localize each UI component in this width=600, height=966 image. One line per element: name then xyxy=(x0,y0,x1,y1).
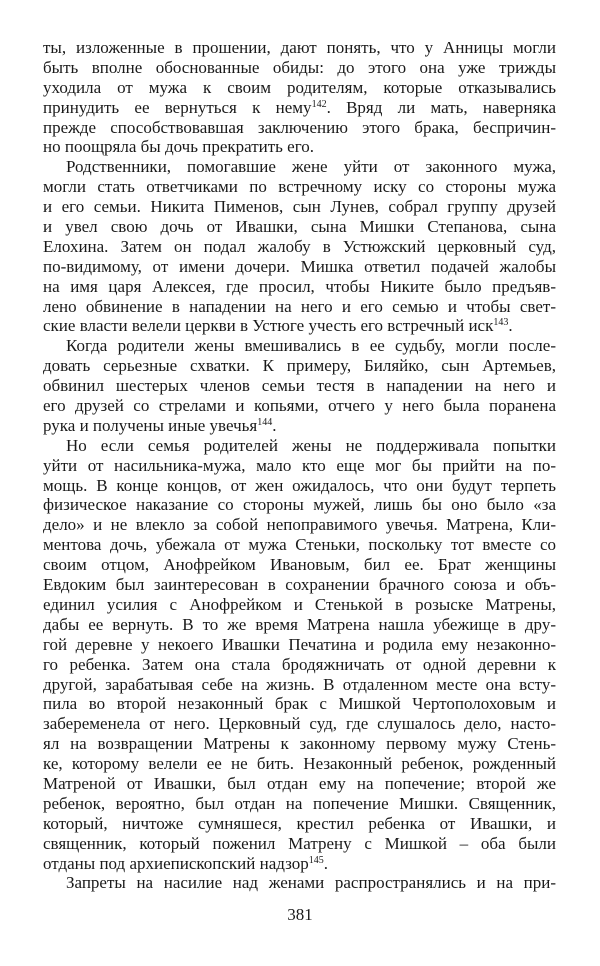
text-line xyxy=(43,635,556,655)
line-text: и его семьи. Никита Пименов, сын Лунев, собрал группу друзей xyxy=(43,197,556,217)
line-text: дело» и не влекло за собой непоправимого увечья. Матрена, Кли- xyxy=(43,515,556,535)
line-text-tail: . Вряд ли мать, наверняка xyxy=(326,97,556,117)
text-line xyxy=(43,575,556,595)
line-text: Но если семья родителей жены не поддерживала попытки xyxy=(66,435,556,455)
text-line xyxy=(43,476,556,496)
line-text: священник, который поженил Матрену с Мишкой – оба были xyxy=(43,833,556,853)
text-line xyxy=(43,834,556,854)
line-text: отданы под архиепископский надзор xyxy=(43,853,309,873)
text-line xyxy=(43,814,556,834)
text-line xyxy=(43,416,556,436)
line-text: мощь. В конце концов, от жен ожидалось, что они будут терпеть xyxy=(43,475,556,495)
line-text: обвинил шестерых членов семьи тестя в нападении на него и xyxy=(43,376,556,396)
line-text: рука и получены иные увечья xyxy=(43,415,258,435)
text-line xyxy=(43,555,556,575)
text-line xyxy=(43,197,556,217)
text-line xyxy=(43,615,556,635)
line-text: Евдоким был заинтересован в сохранении брачного союза и объ- xyxy=(43,575,556,595)
line-text: который, ничтоже сумняшеся, крестил ребенка от Ивашки, и xyxy=(43,813,556,833)
line-text: дабы ее вернуть. В то же время Матрена нашла убежище в дру- xyxy=(43,614,556,634)
line-text: лено обвинение в нападении на него и его семью и чтобы свет- xyxy=(43,296,556,316)
line-text-tail: . xyxy=(508,316,513,336)
text-line xyxy=(43,396,556,416)
line-text: на имя царя Алексея, где просил, чтобы Никите было предъяв- xyxy=(43,276,556,296)
text-line xyxy=(43,754,556,774)
text-line xyxy=(43,456,556,476)
text-line xyxy=(43,774,556,794)
text-line xyxy=(43,535,556,555)
text-line xyxy=(43,655,556,675)
page-number: 381 xyxy=(287,905,313,924)
text-line xyxy=(43,78,556,98)
line-text: уйти от насильника-мужа, мало кто еще мог бы прийти на по- xyxy=(43,455,556,475)
footnote-reference: 144 xyxy=(257,416,273,428)
line-text: быть вполне обоснованные обиды: до этого она уже трижды xyxy=(43,57,556,77)
line-text: ке, которому велели ее не бить. Незаконный ребенок, рожденный xyxy=(43,754,556,774)
line-text: по-видимому, от имени дочери. Мишка ответил подачей жалобы xyxy=(43,256,556,276)
text-line xyxy=(43,515,556,535)
line-text: прежде способствовавшая заключению этого брака, беспричин- xyxy=(43,117,556,137)
text-line xyxy=(43,38,556,58)
line-text: и увел свою дочь от Ивашки, сына Мишки Степанова, сына xyxy=(43,217,556,237)
line-text: уходила от мужа к своим родителям, которые отказывались xyxy=(43,77,556,97)
text-line xyxy=(43,257,556,277)
line-text: ял на возвращении Матрены к законному первому мужу Стень- xyxy=(43,734,556,754)
text-line xyxy=(43,137,556,157)
text-line xyxy=(43,595,556,615)
line-text: но поощряла бы дочь прекратить его. xyxy=(43,137,315,157)
line-text: своим отцом, Анофрейком Ивановым, бил ее. Брат женщины xyxy=(43,555,556,575)
line-text: ские власти велели церкви в Устюге учесть его встречный иск xyxy=(43,316,494,336)
text-line xyxy=(43,336,556,356)
text-line xyxy=(43,58,556,78)
text-line xyxy=(43,376,556,396)
page-body-text xyxy=(43,38,556,893)
text-line xyxy=(43,297,556,317)
text-line xyxy=(43,794,556,814)
line-text: ты, изложенные в прошении, дают понять, что у Анницы могли xyxy=(43,38,556,57)
text-line xyxy=(43,118,556,138)
line-text-tail: . xyxy=(323,853,328,873)
text-line xyxy=(43,436,556,456)
text-line xyxy=(43,734,556,754)
text-line xyxy=(43,854,556,874)
line-text: его друзей со стрелами и копьями, отчего у него была поранена xyxy=(43,396,556,416)
line-text: го ребенка. Затем она стала бродяжничать от одной деревни к xyxy=(43,654,556,674)
text-line xyxy=(43,98,556,118)
line-text: единил усилия с Анофрейком и Стенькой в розыске Матрены, xyxy=(43,594,556,614)
line-text: ребенок, вероятно, был отдан на попечение Мишки. Священник, xyxy=(43,793,556,813)
text-line xyxy=(43,714,556,734)
text-line xyxy=(43,356,556,376)
line-text: ментова дочь, убежала от мужа Стеньки, поскольку тот вместе со xyxy=(43,535,556,555)
text-line xyxy=(43,277,556,297)
text-line xyxy=(43,157,556,177)
text-line xyxy=(43,217,556,237)
line-text: гой деревне у некоего Ивашки Печатина и родила ему незаконно- xyxy=(43,634,556,654)
line-text: другой, зарабатывая себе на жизнь. В отдаленном месте она всту- xyxy=(43,674,556,694)
text-line xyxy=(43,495,556,515)
footnote-reference: 143 xyxy=(493,317,509,329)
text-line xyxy=(43,177,556,197)
footnote-reference: 145 xyxy=(308,854,324,866)
line-text: Запреты на насилие над женами распространялись и на при- xyxy=(66,873,556,893)
text-line xyxy=(43,873,556,893)
text-line xyxy=(43,237,556,257)
line-text: забеременела от него. Церковный суд, где слушалось дело, насто- xyxy=(43,714,556,734)
line-text-tail: . xyxy=(272,415,277,435)
text-line xyxy=(43,694,556,714)
line-text: Когда родители жены вмешивались в ее судьбу, могли после- xyxy=(66,336,556,356)
line-text: Родственники, помогавшие жене уйти от законного мужа, xyxy=(66,157,556,177)
line-text: Елохина. Затем он подал жалобу в Устюжский церковный суд, xyxy=(43,236,556,256)
line-text: довать серьезные схватки. К примеру, Биляйко, сын Артемьев, xyxy=(43,356,556,376)
line-text: физическое наказание со стороны мужей, лишь бы оно было «за xyxy=(43,495,556,515)
line-text: Матреной от Ивашки, был отдан ему на попечение; второй же xyxy=(43,773,556,793)
footnote-reference: 142 xyxy=(311,98,327,110)
line-text: могли стать ответчиками по встречному иску со стороны мужа xyxy=(43,177,556,197)
line-text: пила во второй незаконный брак с Мишкой Чертополоховым и xyxy=(43,694,556,714)
line-text: принудить ее вернуться к нему xyxy=(43,97,312,117)
text-line xyxy=(43,316,556,336)
text-line xyxy=(43,675,556,695)
